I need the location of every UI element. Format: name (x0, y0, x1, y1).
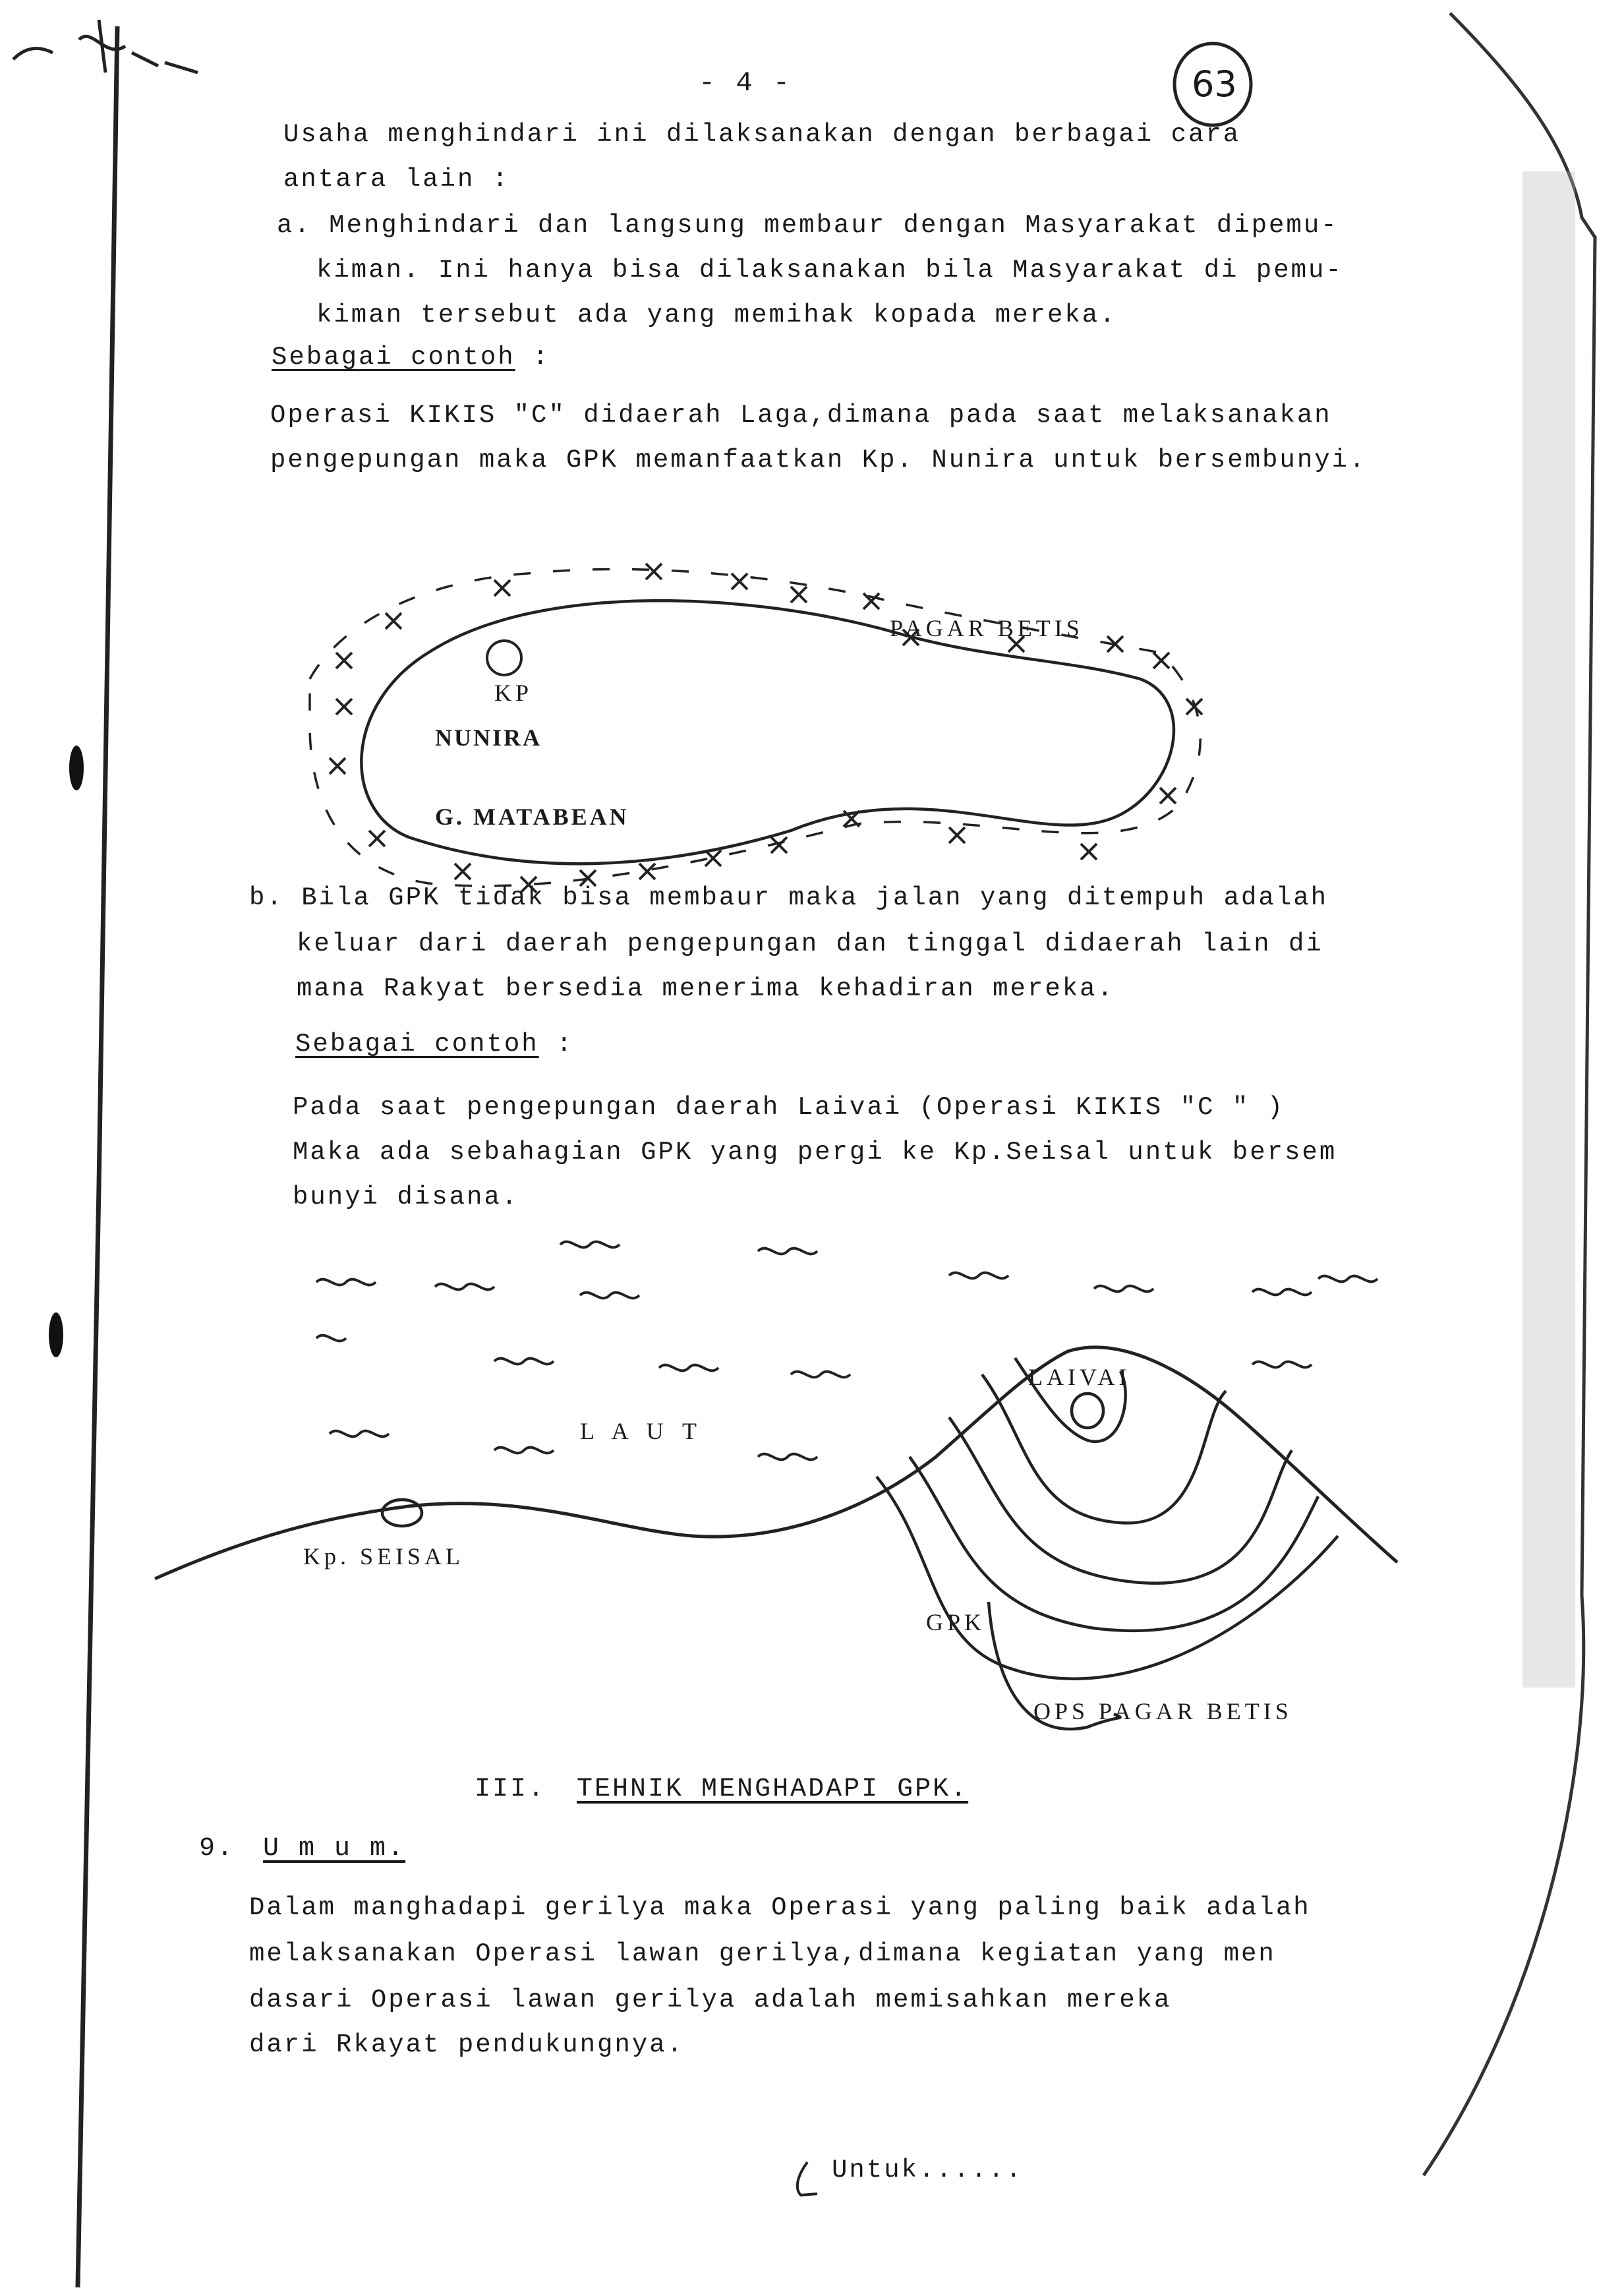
subsection-title: U m u m. (263, 1834, 406, 1864)
section-body-line-4: dari Rkayat pendukungnya. (249, 2030, 685, 2059)
continuation-text: Untuk...... (832, 2156, 1024, 2185)
section-heading-number: III. (475, 1775, 546, 1804)
diagram2-label-gpk: GPK (926, 1609, 986, 1635)
contoh-colon-1: : (533, 343, 550, 372)
contoh-1-line-1: Operasi KIKIS "C" didaerah Laga,dimana pada saat melaksanakan (270, 401, 1332, 430)
item-b-line-2: keluar dari daerah pengepungan dan tinggal didaerah lain di (297, 929, 1323, 958)
intro-line-2: antara lain : (283, 165, 510, 194)
intro-line-1: Usaha menghindari ini dilaksanakan dengan berbagai cara (283, 120, 1241, 149)
contoh-label-2: Sebagai contoh (295, 1030, 539, 1059)
page-stamp: 63 (1192, 63, 1237, 105)
diagram2-label-seisal: Kp. SEISAL (303, 1543, 465, 1570)
footer-mark (798, 2162, 817, 2195)
subsection-number: 9. (199, 1834, 235, 1864)
subsection-heading (199, 1834, 405, 1864)
contoh-2-line-2: Maka ada sebahagian GPK yang pergi ke Kp.Seisal untuk bersem (293, 1138, 1337, 1167)
item-a-line-3: kiman tersebut ada yang memihak kopada mereka. (316, 301, 1117, 330)
diagram1-label-nunira: NUNIRA (435, 724, 542, 751)
section-body-line-1: Dalam manghadapi gerilya maka Operasi yang paling baik adalah (249, 1893, 1311, 1922)
right-edge-noise (1522, 171, 1575, 1688)
contoh-2-line-1: Pada saat pengepungan daerah Laivai (Operasi KIKIS "C " ) (293, 1093, 1285, 1122)
left-margin-line (78, 26, 117, 2287)
contoh-2-line-3: bunyi disana. (293, 1183, 519, 1212)
contoh-heading-1 (272, 343, 550, 372)
item-b-line-1: b. Bila GPK tidak bisa membaur maka jalan yang ditempuh adalah (249, 883, 1329, 912)
diagram2-label-ops: OPS PAGAR BETIS (1033, 1698, 1292, 1724)
diagram2-sea-waves (316, 1242, 1378, 1460)
diagram1-village-circle (487, 641, 521, 675)
item-a-line-2: kiman. Ini hanya bisa dilaksanakan bila Masyarakat di pemu- (316, 256, 1343, 285)
diagram2-laivai-circle (1072, 1394, 1103, 1428)
binding-hole-1 (69, 746, 84, 790)
diagram2-label-laut: L A U T (580, 1418, 704, 1444)
diagram1-label-matabean: G. MATABEAN (435, 804, 629, 830)
page-number: - 4 - (699, 67, 792, 99)
item-a-line-1: a. Menghindari dan langsung membaur dengan Masyarakat dipemu- (277, 211, 1339, 240)
diagram1-label-pagar-betis: PAGAR BETIS (890, 615, 1084, 641)
diagram1-label-kp: KP (494, 680, 533, 706)
diagram2-seisal-circle (382, 1500, 422, 1526)
contoh-heading-2 (295, 1030, 573, 1059)
section-body-line-2: melaksanakan Operasi lawan gerilya,dimana kegiatan yang men (249, 1939, 1276, 1968)
contoh-1-line-2: pengepungan maka GPK memanfaatkan Kp. Nunira untuk bersembunyi. (270, 446, 1367, 475)
binding-hole-2 (49, 1312, 63, 1357)
section-body-line-3: dasari Operasi lawan gerilya adalah memisahkan mereka (249, 1985, 1172, 2015)
diagram2-contours (877, 1358, 1338, 1729)
corner-scribble (13, 20, 198, 73)
item-b-line-3: mana Rakyat bersedia menerima kehadiran mereka. (297, 974, 1115, 1003)
section-heading (475, 1775, 968, 1804)
contoh-label-1: Sebagai contoh (272, 343, 515, 372)
contoh-colon-2: : (556, 1030, 574, 1059)
diagram2-label-laivai: LAIVAI (1028, 1364, 1131, 1390)
section-heading-text: TEHNIK MENGHADAPI GPK. (577, 1775, 969, 1804)
